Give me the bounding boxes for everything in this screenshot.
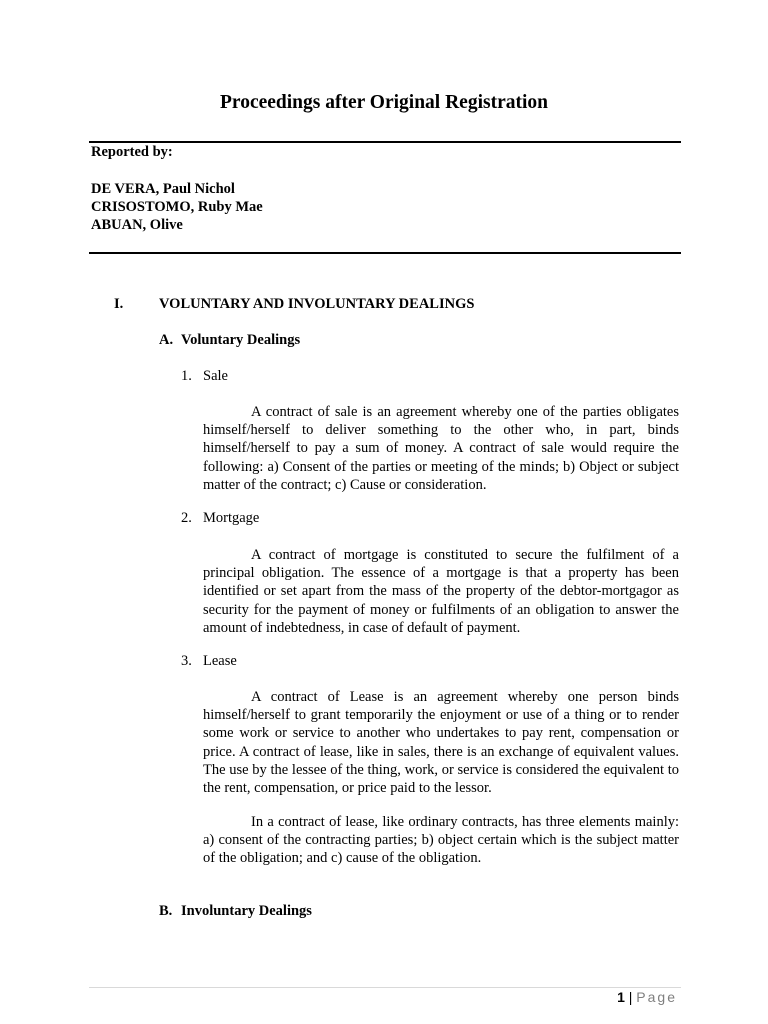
paragraph-lease-2: In a contract of lease, like ordinary contracts, has three elements mainly: a) consent of the contracting parties; b) object certain which is the subject matter of the obligation; and c) cause of the obligation. (203, 814, 679, 867)
list-item-lease (181, 653, 237, 670)
section-title: VOLUNTARY AND INVOLUNTARY DEALINGS (159, 296, 475, 312)
author-name: CRISOSTOMO, Ruby Mae (91, 199, 263, 215)
item-title: Mortgage (203, 510, 260, 526)
subsection-marker: A. (159, 332, 174, 348)
item-number: 3. (181, 653, 192, 669)
document-title: Proceedings after Original Registration (219, 92, 548, 113)
subsection-heading-involuntary (159, 903, 312, 920)
author-name: DE VERA, Paul Nichol (91, 181, 235, 197)
section-number: I. (114, 296, 124, 312)
paragraph-lease-1: A contract of Lease is an agreement whereby one person binds himself/herself to grant temporarily the enjoyment or use of a thing or to render some work or service to another who undertakes to pay rent, compensation or price. A contract of lease, like in sales, there is an exchange of equivalent values. The use by the lessee of the thing, work, or service is considered the equivalent to the rent, compensation, or price paid to the lessor. (203, 689, 679, 797)
reported-by-label: Reported by: (91, 144, 173, 160)
paragraph-sale: A contract of sale is an agreement whereby one of the parties obligates himself/herself to deliver something to the other who, in part, binds himself/herself to pay a sum of money. A contract of sale would require the following: a) Consent of the parties or meeting of the minds; b) Object or subject matter of the contract; c) Cause or consideration. (203, 404, 679, 493)
footer-divider (89, 987, 681, 988)
page-footer (617, 989, 677, 1005)
paragraph-mortgage: A contract of mortgage is constituted to secure the fulfilment of a principal obligation. The essence of a mortgage is that a property has been identified or set apart from the mass of the property of the debtor-mortgagor as security for the payment of money or fulfilments of an obligation to answer the amount of indebtedness, in case of default of payment. (203, 547, 679, 636)
page-label: Page (636, 989, 677, 1005)
item-number: 1. (181, 368, 192, 384)
footer-separator: | (628, 989, 633, 1005)
subsection-heading-voluntary (159, 332, 300, 349)
top-divider (89, 141, 681, 143)
list-item-mortgage (181, 510, 259, 527)
page-number: 1 (617, 989, 625, 1005)
author-name: ABUAN, Olive (91, 217, 183, 233)
list-item-sale (181, 368, 228, 385)
author-list (91, 180, 263, 234)
item-number: 2. (181, 510, 192, 526)
subsection-marker: B. (159, 903, 173, 919)
header-divider (89, 252, 681, 254)
item-title: Lease (203, 653, 237, 669)
subsection-title: Voluntary Dealings (181, 332, 301, 348)
subsection-title: Involuntary Dealings (181, 903, 312, 919)
item-title: Sale (203, 368, 228, 384)
